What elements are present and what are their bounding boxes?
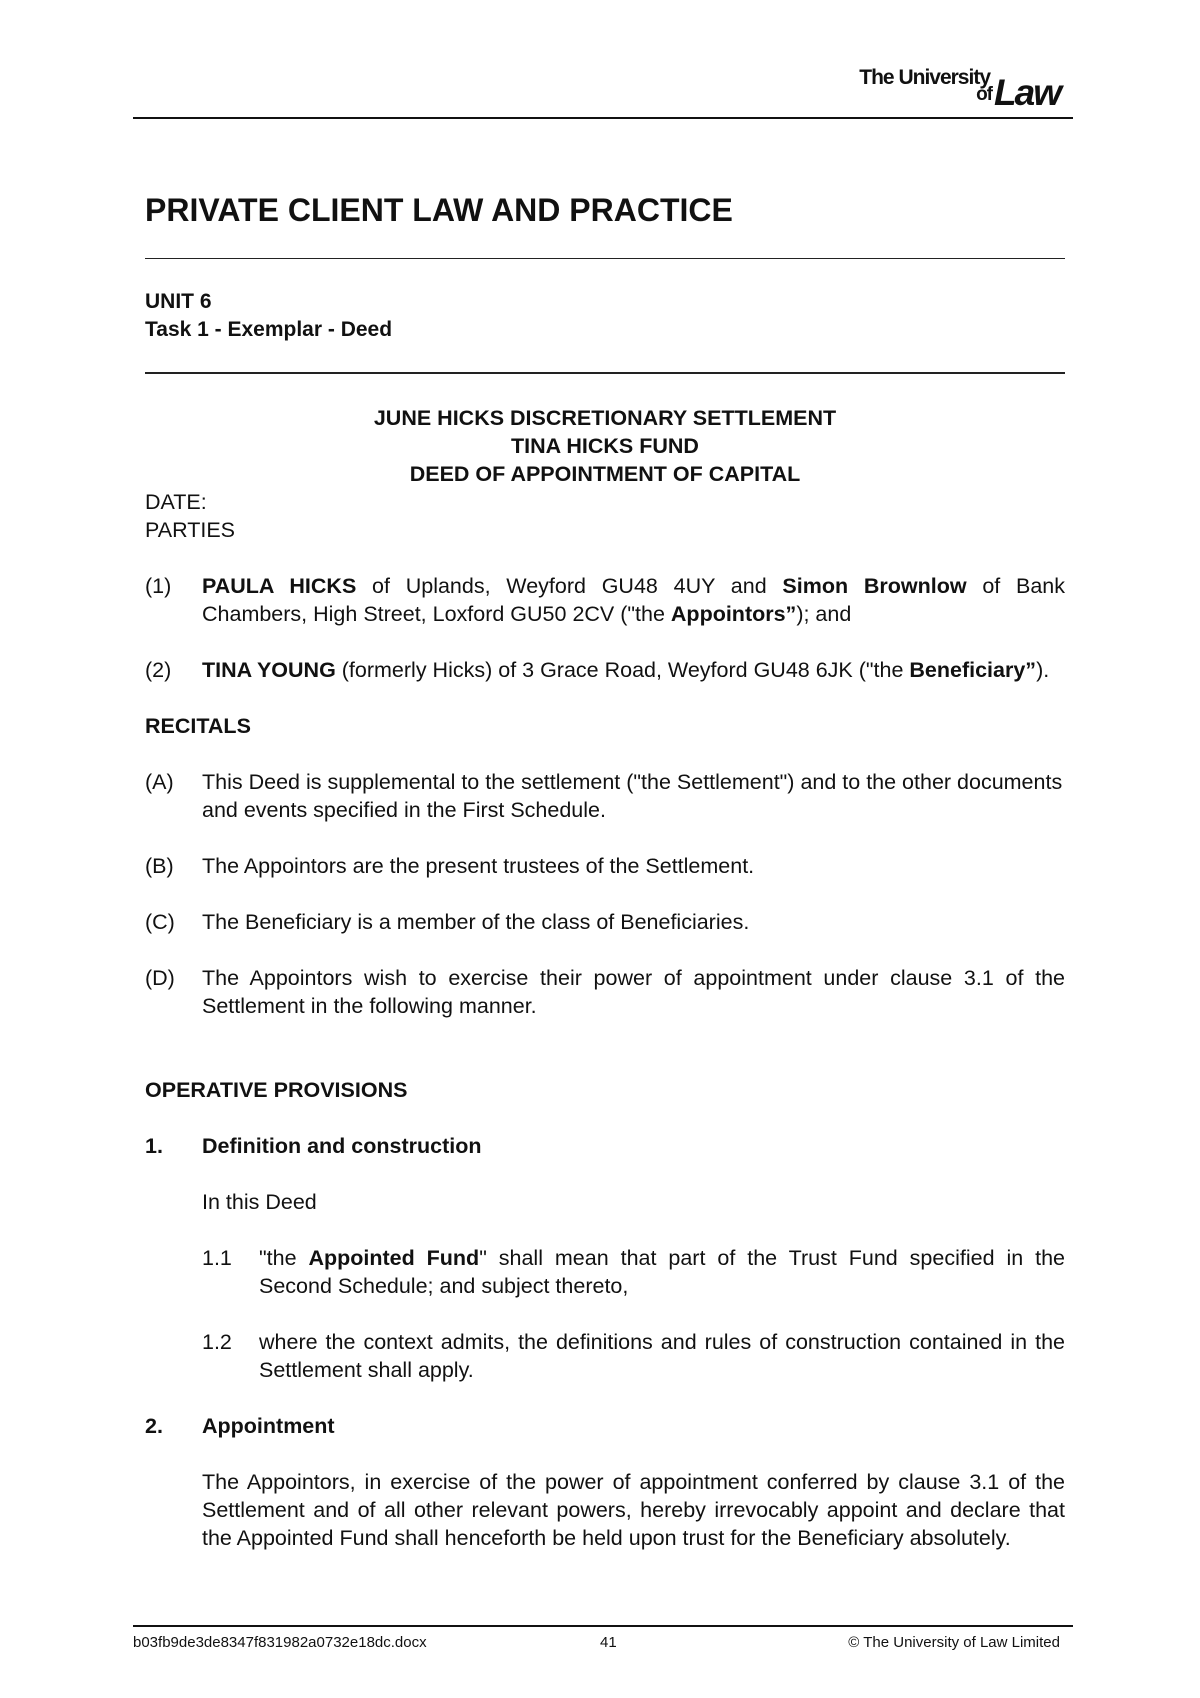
deed-heading-3: DEED OF APPOINTMENT OF CAPITAL <box>409 462 801 486</box>
section-2-text: The Appointors, in exercise of the power of appointment conferred by clause 3.1 of the Settlement and of all other relevant powers, hereby irrevocably appoint and declare that the Appointed Fund shall henceforth be held upon trust for the Beneficiary absolutely. <box>202 1470 1065 1550</box>
party-2-text-a: (formerly Hicks) of 3 Grace Road, Weyford GU48 6JK ("the <box>335 658 910 682</box>
party-1-text-a: of Uplands, Weyford GU48 4UY and <box>356 574 783 598</box>
party-2-number: (2) <box>145 658 172 682</box>
clause-1-2-number: 1.2 <box>202 1330 232 1354</box>
deed-heading-2: TINA HICKS FUND <box>511 434 699 458</box>
party-2-text-b: ). <box>1036 658 1050 682</box>
recital-text: This Deed is supplemental to the settlement ("the Settlement") and to the other documents and events specified in the First Schedule. <box>202 770 1063 822</box>
deed-heading-1: JUNE HICKS DISCRETIONARY SETTLEMENT <box>373 406 837 430</box>
party-1-name-2: Simon Brownlow <box>782 574 967 598</box>
footer-filename: b03fb9de3de8347f831982a0732e18dc.docx <box>133 1634 427 1651</box>
clause-1-1-number: 1.1 <box>202 1246 232 1270</box>
recital-text: The Beneficiary is a member of the class of Beneficiaries. <box>202 910 750 934</box>
clause-1-2-text: where the context admits, the definitions and rules of construction contained in the Settlement shall apply. <box>259 1330 1065 1382</box>
party-1-text-c: ); and <box>796 602 852 626</box>
recital-item <box>145 908 1065 936</box>
section-2-title: Appointment <box>202 1414 335 1438</box>
recital-item <box>145 964 1065 1020</box>
document-title: PRIVATE CLIENT LAW AND PRACTICE <box>145 192 733 228</box>
logo-line-3: Law <box>994 72 1060 113</box>
party-2-text <box>202 656 1065 684</box>
date-label: DATE: <box>145 490 207 514</box>
clause-1-2 <box>145 1328 1065 1384</box>
unit-divider <box>145 372 1065 374</box>
logo-line-1: The University <box>859 66 990 89</box>
recital-item <box>145 852 1065 880</box>
party-2 <box>145 656 1065 684</box>
footer-copyright: © The University of Law Limited <box>848 1634 1060 1651</box>
recital-number: (D) <box>145 966 175 990</box>
section-1-intro: In this Deed <box>202 1190 317 1214</box>
clause-1-1-text-a: "the <box>259 1246 309 1270</box>
party-1-number: (1) <box>145 574 172 598</box>
header-rule <box>133 117 1073 119</box>
clause-1-1 <box>145 1244 1065 1300</box>
deed-body <box>145 404 1065 1552</box>
recital-item <box>145 768 1065 824</box>
party-1 <box>145 572 1065 628</box>
operative-provisions-heading: OPERATIVE PROVISIONS <box>145 1078 408 1102</box>
unit-block <box>145 288 392 344</box>
clause-1-1-defined-term: Appointed Fund <box>308 1246 480 1270</box>
footer-page-number: 41 <box>600 1634 617 1651</box>
party-1-name: PAULA HICKS <box>202 574 357 598</box>
section-1-heading <box>145 1132 1065 1160</box>
party-1-text <box>202 572 1065 628</box>
party-1-text-b: of Bank Chambers, High Street, Loxford GU50 2CV ("the <box>202 574 1065 626</box>
unit-label: UNIT 6 <box>145 290 212 313</box>
party-1-defined-term: Appointors” <box>670 602 797 626</box>
recital-number: (C) <box>145 910 175 934</box>
recital-number: (B) <box>145 854 174 878</box>
footer-rule <box>133 1625 1073 1627</box>
clause-1-1-text <box>259 1244 1065 1300</box>
section-1-number: 1. <box>145 1134 163 1158</box>
section-2-heading <box>145 1412 1065 1440</box>
recital-text: The Appointors wish to exercise their power of appointment under clause 3.1 of the Settlement in the following manner. <box>202 966 1065 1018</box>
title-divider <box>145 258 1065 259</box>
recital-text: The Appointors are the present trustees of the Settlement. <box>202 854 755 878</box>
parties-label: PARTIES <box>145 518 236 542</box>
party-2-defined-term: Beneficiary” <box>909 658 1037 682</box>
university-logo <box>840 66 1060 116</box>
recitals-heading: RECITALS <box>145 714 251 738</box>
recital-number: (A) <box>145 770 174 794</box>
task-label: Task 1 - Exemplar - Deed <box>145 318 393 341</box>
section-2-number: 2. <box>145 1414 163 1438</box>
party-2-name: TINA YOUNG <box>202 658 336 682</box>
logo-line-2: of <box>976 84 992 105</box>
section-1-title: Definition and construction <box>202 1134 482 1158</box>
clause-1-1-text-b: " shall mean that part of the Trust Fund specified in the Second Schedule; and subject thereto, <box>259 1246 1065 1298</box>
